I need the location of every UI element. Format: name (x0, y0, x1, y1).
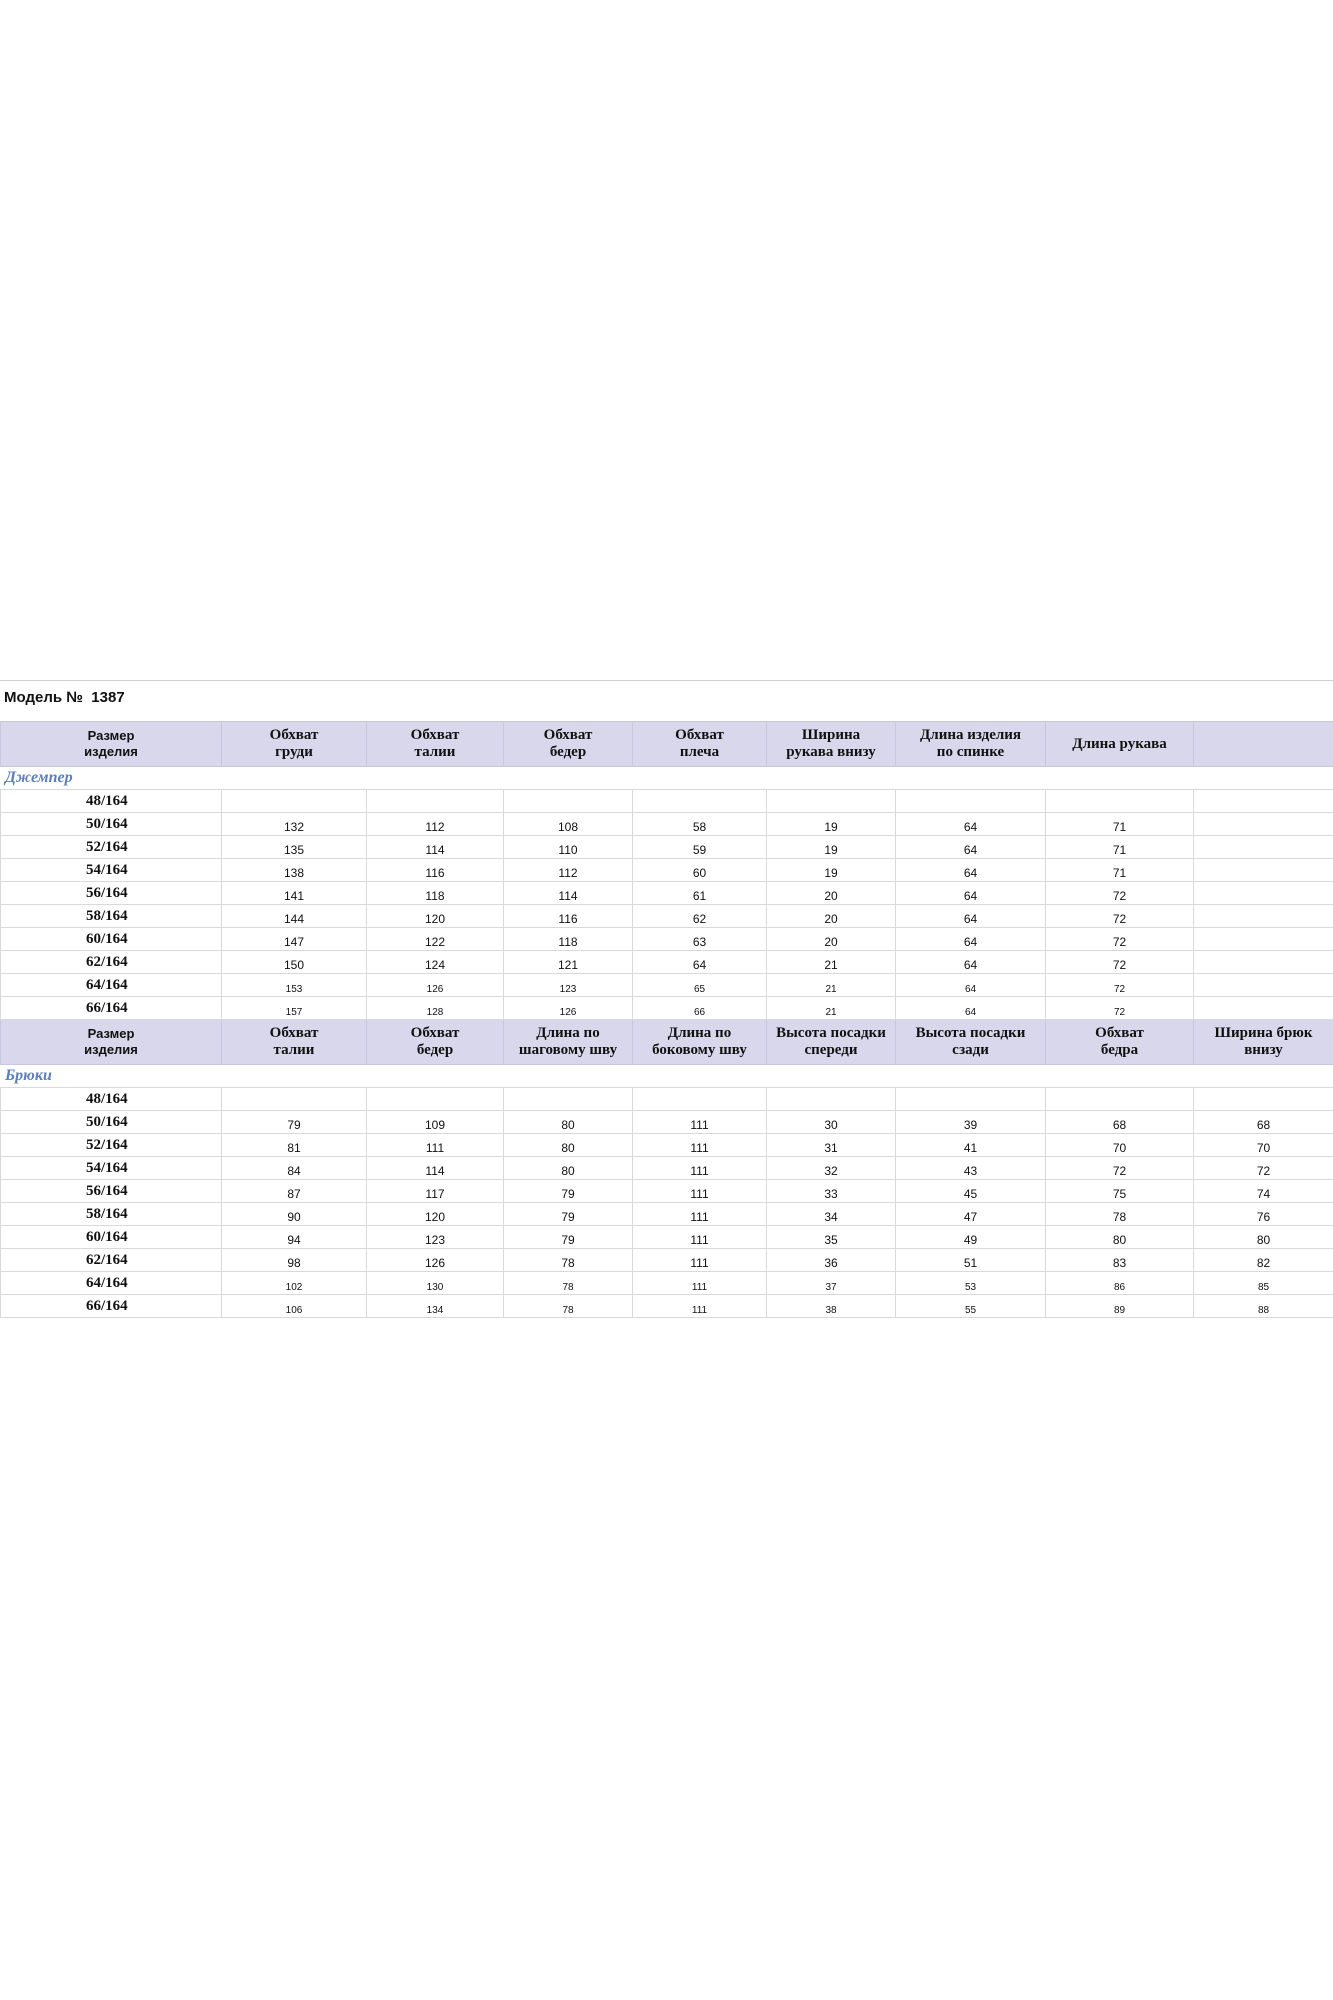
empty-cell (504, 767, 633, 790)
measurement-cell: 72 (1046, 997, 1194, 1020)
measurement-cell: 79 (222, 1111, 367, 1134)
size-cell: 64/164 (1, 974, 222, 997)
measurement-cell: 130 (367, 1272, 504, 1295)
measurement-cell: 35 (767, 1226, 896, 1249)
measurement-cell: 86 (1046, 1272, 1194, 1295)
measurement-cell: 51 (896, 1249, 1046, 1272)
table-row (1, 951, 1333, 974)
measurement-cell: 64 (633, 951, 767, 974)
measurement-cell: 65 (633, 974, 767, 997)
measurement-cell: 38 (767, 1295, 896, 1318)
size-cell: 60/164 (1, 928, 222, 951)
table-row (1, 974, 1333, 997)
size-cell: 50/164 (1, 1111, 222, 1134)
measurement-cell: 111 (633, 1295, 767, 1318)
measurement-cell: 111 (367, 1134, 504, 1157)
measurement-cell: 116 (367, 859, 504, 882)
measurement-cell: 126 (504, 997, 633, 1020)
jumper-column-header (1194, 722, 1333, 767)
measurement-cell: 34 (767, 1203, 896, 1226)
measurement-cell: 123 (504, 974, 633, 997)
trousers-column-header: Длина по боковому шву (633, 1020, 767, 1065)
measurement-cell: 53 (896, 1272, 1046, 1295)
measurement-cell: 85 (1194, 1272, 1333, 1295)
size-cell: 50/164 (1, 813, 222, 836)
measurement-cell: 59 (633, 836, 767, 859)
measurement-cell: 32 (767, 1157, 896, 1180)
measurement-cell (504, 790, 633, 813)
jumper-column-header: Размер изделия (1, 722, 222, 767)
measurement-cell: 84 (222, 1157, 367, 1180)
measurement-cell (1194, 882, 1333, 905)
jumper-column-header: Длина изделия по спинке (896, 722, 1046, 767)
measurement-cell: 118 (504, 928, 633, 951)
empty-cell (222, 1065, 367, 1088)
measurement-cell: 79 (504, 1203, 633, 1226)
empty-cell (767, 767, 896, 790)
measurement-cell: 71 (1046, 859, 1194, 882)
trousers-table-body (1, 1020, 1333, 1318)
measurement-cell: 126 (367, 1249, 504, 1272)
measurement-cell: 64 (896, 997, 1046, 1020)
measurement-cell (767, 790, 896, 813)
jumper-column-header: Обхват бедер (504, 722, 633, 767)
measurement-cell: 87 (222, 1180, 367, 1203)
measurement-cell: 121 (504, 951, 633, 974)
model-title: Модель № 1387 (4, 689, 125, 706)
trousers-column-header: Обхват талии (222, 1020, 367, 1065)
measurement-cell: 78 (504, 1272, 633, 1295)
measurement-cell (1194, 813, 1333, 836)
measurement-cell: 31 (767, 1134, 896, 1157)
size-cell: 52/164 (1, 1134, 222, 1157)
measurement-cell: 64 (896, 859, 1046, 882)
measurement-cell: 80 (504, 1134, 633, 1157)
table-row (1, 1180, 1333, 1203)
measurement-cell (633, 790, 767, 813)
table-row (1, 1272, 1333, 1295)
measurement-cell: 114 (367, 1157, 504, 1180)
measurement-cell (767, 1088, 896, 1111)
measurement-cell: 141 (222, 882, 367, 905)
size-cell: 54/164 (1, 1157, 222, 1180)
measurement-cell: 118 (367, 882, 504, 905)
measurement-cell (1194, 790, 1333, 813)
measurement-cell: 72 (1046, 951, 1194, 974)
measurement-cell: 30 (767, 1111, 896, 1134)
measurement-cell: 78 (1046, 1203, 1194, 1226)
measurement-cell (1194, 1088, 1333, 1111)
size-cell: 58/164 (1, 905, 222, 928)
measurement-cell: 82 (1194, 1249, 1333, 1272)
empty-cell (633, 1065, 767, 1088)
measurement-cell: 128 (367, 997, 504, 1020)
trousers-column-header: Высота посадки сзади (896, 1020, 1046, 1065)
measurement-cell: 114 (504, 882, 633, 905)
jumper-section-label: Джемпер (1, 767, 222, 790)
measurement-cell: 135 (222, 836, 367, 859)
measurement-cell (1194, 836, 1333, 859)
measurement-cell: 88 (1194, 1295, 1333, 1318)
measurement-cell (1194, 905, 1333, 928)
size-cell: 58/164 (1, 1203, 222, 1226)
measurement-cell: 134 (367, 1295, 504, 1318)
empty-cell (367, 767, 504, 790)
measurement-cell: 62 (633, 905, 767, 928)
measurement-cell: 41 (896, 1134, 1046, 1157)
measurement-cell: 150 (222, 951, 367, 974)
jumper-table-body (1, 722, 1333, 1020)
measurement-cell: 123 (367, 1226, 504, 1249)
measurement-cell: 21 (767, 951, 896, 974)
measurement-cell: 64 (896, 813, 1046, 836)
measurement-cell: 72 (1046, 882, 1194, 905)
measurement-cell: 63 (633, 928, 767, 951)
size-cell: 56/164 (1, 882, 222, 905)
measurement-cell: 47 (896, 1203, 1046, 1226)
measurement-cell: 111 (633, 1134, 767, 1157)
measurement-cell: 64 (896, 928, 1046, 951)
measurement-cell: 83 (1046, 1249, 1194, 1272)
trousers-column-header: Размер изделия (1, 1020, 222, 1065)
measurement-cell: 111 (633, 1272, 767, 1295)
measurement-cell: 68 (1194, 1111, 1333, 1134)
measurement-cell: 120 (367, 905, 504, 928)
measurement-cell: 122 (367, 928, 504, 951)
table-row (1, 928, 1333, 951)
measurement-cell: 80 (504, 1111, 633, 1134)
empty-cell (1046, 1065, 1194, 1088)
empty-cell (1194, 767, 1333, 790)
empty-cell (1194, 1065, 1333, 1088)
measurement-cell: 80 (504, 1157, 633, 1180)
measurement-cell: 110 (504, 836, 633, 859)
measurement-cell: 80 (1194, 1226, 1333, 1249)
measurement-cell: 102 (222, 1272, 367, 1295)
measurement-cell: 55 (896, 1295, 1046, 1318)
measurement-cell: 58 (633, 813, 767, 836)
measurement-cell: 114 (367, 836, 504, 859)
measurement-cell: 37 (767, 1272, 896, 1295)
jumper-column-header: Обхват груди (222, 722, 367, 767)
measurement-cell: 138 (222, 859, 367, 882)
jumper-header-row (1, 722, 1333, 767)
table-row (1, 813, 1333, 836)
measurement-cell: 36 (767, 1249, 896, 1272)
table-row (1, 859, 1333, 882)
measurement-cell: 72 (1046, 1157, 1194, 1180)
measurement-cell: 112 (504, 859, 633, 882)
measurement-cell: 147 (222, 928, 367, 951)
jumper-section-row (1, 767, 1333, 790)
measurement-cell: 106 (222, 1295, 367, 1318)
measurement-cell: 19 (767, 836, 896, 859)
measurement-cell: 111 (633, 1226, 767, 1249)
measurement-cell: 45 (896, 1180, 1046, 1203)
measurement-cell (367, 1088, 504, 1111)
table-row (1, 1203, 1333, 1226)
measurement-cell: 112 (367, 813, 504, 836)
measurement-cell: 98 (222, 1249, 367, 1272)
measurement-cell: 79 (504, 1180, 633, 1203)
measurement-cell (633, 1088, 767, 1111)
measurement-cell (367, 790, 504, 813)
trousers-column-header: Обхват бедра (1046, 1020, 1194, 1065)
measurement-cell: 116 (504, 905, 633, 928)
measurement-cell (1194, 951, 1333, 974)
measurement-cell: 108 (504, 813, 633, 836)
table-row (1, 1226, 1333, 1249)
measurement-cell: 68 (1046, 1111, 1194, 1134)
measurement-cell: 71 (1046, 836, 1194, 859)
measurement-cell: 61 (633, 882, 767, 905)
empty-cell (504, 1065, 633, 1088)
measurement-cell (896, 790, 1046, 813)
measurement-cell: 64 (896, 836, 1046, 859)
measurement-cell: 19 (767, 813, 896, 836)
measurement-cell: 126 (367, 974, 504, 997)
measurement-cell: 21 (767, 974, 896, 997)
measurement-cell: 157 (222, 997, 367, 1020)
table-row (1, 790, 1333, 813)
measurement-cell: 70 (1194, 1134, 1333, 1157)
measurement-cell (896, 1088, 1046, 1111)
measurement-cell: 64 (896, 882, 1046, 905)
measurement-cell: 70 (1046, 1134, 1194, 1157)
measurement-cell (504, 1088, 633, 1111)
measurement-cell (1046, 1088, 1194, 1111)
measurement-cell: 111 (633, 1157, 767, 1180)
size-cell: 52/164 (1, 836, 222, 859)
measurement-cell: 72 (1194, 1157, 1333, 1180)
trousers-column-header: Ширина брюк внизу (1194, 1020, 1333, 1065)
jumper-column-header: Обхват талии (367, 722, 504, 767)
measurement-cell: 111 (633, 1180, 767, 1203)
measurement-cell: 20 (767, 882, 896, 905)
measurement-cell (1194, 859, 1333, 882)
size-table (0, 721, 1333, 1318)
size-cell: 60/164 (1, 1226, 222, 1249)
measurement-cell: 90 (222, 1203, 367, 1226)
measurement-cell: 153 (222, 974, 367, 997)
empty-cell (767, 1065, 896, 1088)
measurement-cell: 33 (767, 1180, 896, 1203)
measurement-cell: 78 (504, 1249, 633, 1272)
measurement-cell: 64 (896, 974, 1046, 997)
size-chart-sheet (0, 680, 1333, 1318)
measurement-cell (222, 790, 367, 813)
size-cell: 62/164 (1, 951, 222, 974)
empty-cell (896, 767, 1046, 790)
measurement-cell: 71 (1046, 813, 1194, 836)
measurement-cell: 66 (633, 997, 767, 1020)
measurement-cell: 72 (1046, 928, 1194, 951)
measurement-cell: 78 (504, 1295, 633, 1318)
jumper-column-header: Обхват плеча (633, 722, 767, 767)
size-cell: 48/164 (1, 1088, 222, 1111)
measurement-cell: 39 (896, 1111, 1046, 1134)
measurement-cell: 117 (367, 1180, 504, 1203)
measurement-cell: 79 (504, 1226, 633, 1249)
measurement-cell: 72 (1046, 974, 1194, 997)
empty-cell (896, 1065, 1046, 1088)
empty-cell (367, 1065, 504, 1088)
table-row (1, 1295, 1333, 1318)
measurement-cell: 19 (767, 859, 896, 882)
measurement-cell (1194, 974, 1333, 997)
table-row (1, 1088, 1333, 1111)
measurement-cell (1194, 997, 1333, 1020)
measurement-cell (1194, 928, 1333, 951)
size-cell: 54/164 (1, 859, 222, 882)
size-cell: 66/164 (1, 997, 222, 1020)
trousers-header-row (1, 1020, 1333, 1065)
measurement-cell: 74 (1194, 1180, 1333, 1203)
measurement-cell: 75 (1046, 1180, 1194, 1203)
size-cell: 66/164 (1, 1295, 222, 1318)
measurement-cell: 109 (367, 1111, 504, 1134)
size-cell: 64/164 (1, 1272, 222, 1295)
measurement-cell: 20 (767, 928, 896, 951)
measurement-cell: 132 (222, 813, 367, 836)
empty-cell (1046, 767, 1194, 790)
table-row (1, 1157, 1333, 1180)
measurement-cell: 60 (633, 859, 767, 882)
measurement-cell: 49 (896, 1226, 1046, 1249)
measurement-cell: 111 (633, 1249, 767, 1272)
measurement-cell: 81 (222, 1134, 367, 1157)
measurement-cell: 111 (633, 1111, 767, 1134)
trousers-column-header: Обхват бедер (367, 1020, 504, 1065)
table-row (1, 1111, 1333, 1134)
table-row (1, 882, 1333, 905)
measurement-cell: 64 (896, 905, 1046, 928)
empty-cell (222, 767, 367, 790)
measurement-cell: 72 (1046, 905, 1194, 928)
trousers-column-header: Высота посадки спереди (767, 1020, 896, 1065)
trousers-column-header: Длина по шаговому шву (504, 1020, 633, 1065)
measurement-cell: 21 (767, 997, 896, 1020)
measurement-cell: 64 (896, 951, 1046, 974)
measurement-cell: 144 (222, 905, 367, 928)
measurement-cell: 80 (1046, 1226, 1194, 1249)
table-row (1, 997, 1333, 1020)
trousers-section-label: Брюки (1, 1065, 222, 1088)
size-cell: 56/164 (1, 1180, 222, 1203)
measurement-cell (222, 1088, 367, 1111)
jumper-column-header: Ширина рукава внизу (767, 722, 896, 767)
measurement-cell: 89 (1046, 1295, 1194, 1318)
empty-cell (633, 767, 767, 790)
trousers-section-row (1, 1065, 1333, 1088)
table-row (1, 1134, 1333, 1157)
measurement-cell: 43 (896, 1157, 1046, 1180)
measurement-cell: 20 (767, 905, 896, 928)
size-cell: 62/164 (1, 1249, 222, 1272)
measurement-cell: 124 (367, 951, 504, 974)
table-row (1, 905, 1333, 928)
jumper-column-header: Длина рукава (1046, 722, 1194, 767)
measurement-cell: 76 (1194, 1203, 1333, 1226)
table-row (1, 1249, 1333, 1272)
measurement-cell: 94 (222, 1226, 367, 1249)
table-row (1, 836, 1333, 859)
size-cell: 48/164 (1, 790, 222, 813)
measurement-cell: 111 (633, 1203, 767, 1226)
measurement-cell (1046, 790, 1194, 813)
measurement-cell: 120 (367, 1203, 504, 1226)
